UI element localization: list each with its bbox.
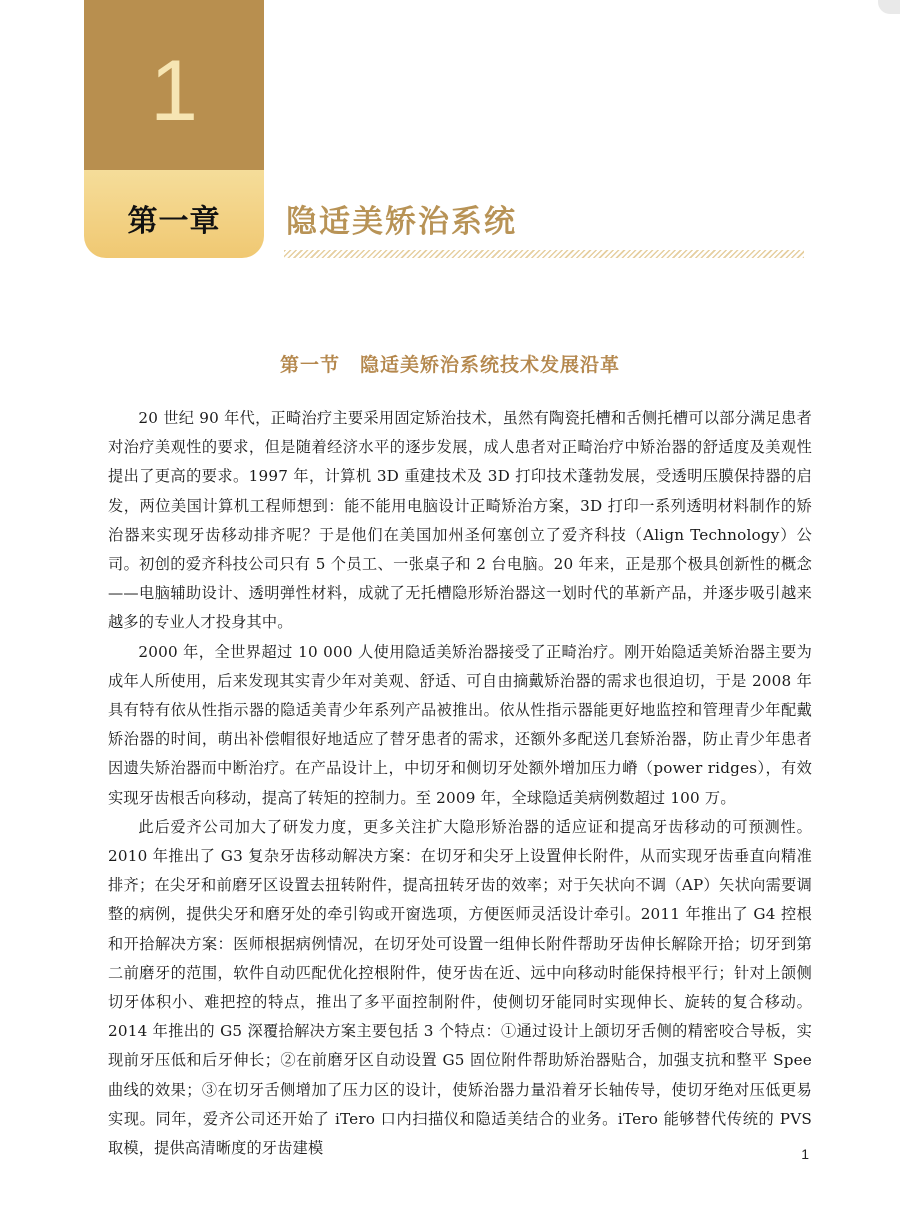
paragraph: 20 世纪 90 年代，正畸治疗主要采用固定矫治技术，虽然有陶瓷托槽和舌侧托槽可以部分满足患者对治疗美观性的要求，但是随着经济水平的逐步发展，成人患者对正畸治疗中矫治器的舒适度及美观性提出了更高的要求。1997 年，计算机 3D 重建技术及 3D 打印技术蓬勃发展，受透明压膜保持器的启发，两位美国计算机工程师想到：能不能用电脑设计正畸矫治方案，3D 打印一系列透明材料制作的矫治器来实现牙齿移动排齐呢？于是他们在美国加州圣何塞创立了爱齐科技（Align Technology）公司。初创的爱齐科技公司只有 5 个员工、一张桌子和 2 台电脑。20 年来，正是那个极具创新性的概念——电脑辅助设计、透明弹性材料，成就了无托槽隐形矫治器这一划时代的革新产品，并逐步吸引越来越多的专业人才投身其中。 (108, 409, 812, 632)
chapter-title: 隐适美矫治系统 (286, 204, 517, 240)
paragraph: 此后爱齐公司加大了研发力度，更多关注扩大隐形矫治器的适应证和提高牙齿移动的可预测性。2010 年推出了 G3 复杂牙齿移动解决方案：在切牙和尖牙上设置伸长附件，从而实现牙齿垂直向精准排齐；在尖牙和前磨牙区设置去扭转附件，提高扭转牙齿的效率；对于矢状向不调（AP）矢状向需要调整的病例，提供尖牙和磨牙处的牵引钩或开窗选项，方便医师灵活设计牵引。2011 年推出了 G4 控根和开拾解决方案：医师根据病例情况，在切牙处可设置一组伸长附件帮助牙齿伸长解除开拾；切牙到第二前磨牙的范围，软件自动匹配优化控根附件，使牙齿在近、远中向移动时能保持根平行；针对上颌侧切牙体积小、难把控的特点，推出了多平面控制附件，使侧切牙能同时实现伸长、旋转的复合移动。2014 年推出的 G5 深覆拾解决方案主要包括 3 个特点：①通过设计上颌切牙舌侧的精密咬合导板，实现前牙压低和后牙伸长；②在前磨牙区自动设置 G5 固位附件帮助矫治器贴合，加强支抗和整平 Spee 曲线的效果；③在切牙舌侧增加了压力区的设计，使矫治器力量沿着牙长轴传导，使切牙绝对压低更易实现。同年，爱齐公司还开始了 iTero 口内扫描仪和隐适美结合的业务。iTero 能够替代传统的 PVS 取模，提供高清晰度的牙齿建模 (108, 817, 812, 1158)
body-text (108, 404, 812, 1163)
page-corner-mark (878, 0, 900, 14)
title-hatched-rule (284, 250, 804, 258)
section-title: 第一节 隐适美矫治系统技术发展沿革 (279, 354, 620, 376)
chapter-number: 1 (150, 43, 198, 139)
chapter-label: 第一章 (127, 204, 221, 239)
paragraph: 2000 年，全世界超过 10 000 人使用隐适美矫治器接受了正畸治疗。刚开始隐适美矫治器主要为成年人所使用，后来发现其实青少年对美观、舒适、可自由摘戴矫治器的需求也很迫切，于是 2008 年具有特有依从性指示器的隐适美青少年系列产品被推出。依从性指示器能更好地监控和管理青少年配戴矫治器的时间，萌出补偿帽很好地适应了替牙患者的需求，还额外多配送几套矫治器，防止青少年患者因遗失矫治器而中断治疗。在产品设计上，中切牙和侧切牙处额外增加压力嵴（power ridges），有效实现牙齿根舌向移动，提高了转矩的控制力。至 2009 年，全球隐适美病例数超过 100 万。 (108, 642, 812, 807)
chapter-tab (84, 0, 264, 258)
page-number: 1 (801, 1146, 809, 1162)
